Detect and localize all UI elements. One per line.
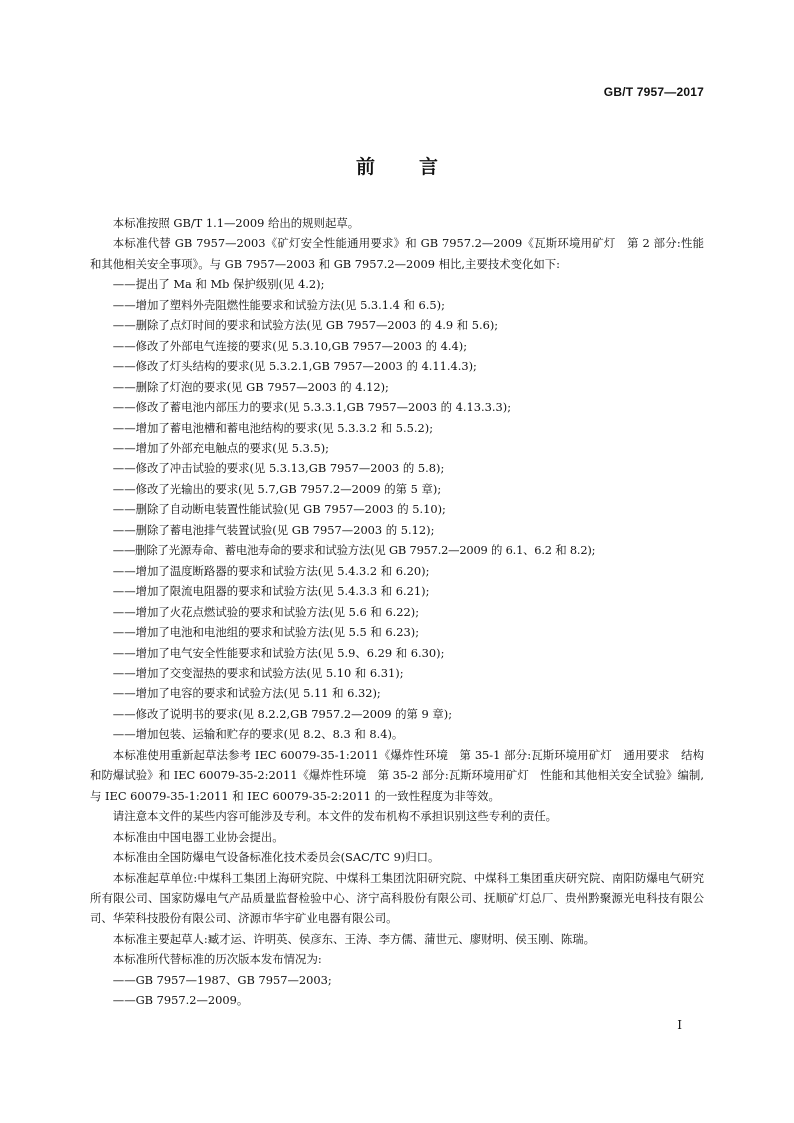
- list-item: ——增加了限流电阻器的要求和试验方法(见 5.4.3.3 和 6.21);: [112, 584, 430, 599]
- list-item: ——增加了温度断路器的要求和试验方法(见 5.4.3.2 和 6.20);: [112, 563, 430, 578]
- list-item: ——修改了灯头结构的要求(见 5.3.2.1,GB 7957—2003 的 4.11.4.3);: [112, 359, 477, 374]
- page-number: I: [677, 1018, 682, 1032]
- list-item: ——增加了火花点燃试验的要求和试验方法(见 5.6 和 6.22);: [112, 604, 420, 619]
- paragraph-proposed-by: 本标准由中国电器工业协会提出。: [112, 829, 284, 844]
- list-item: ——增加了交变湿热的要求和试验方法(见 5.10 和 6.31);: [112, 665, 404, 680]
- list-item: ——增加了蓄电池槽和蓄电池结构的要求(见 5.3.3.2 和 5.5.2);: [112, 420, 434, 435]
- list-item: ——修改了蓄电池内部压力的要求(见 5.3.3.1,GB 7957—2003 的 4.13.3.3);: [112, 400, 512, 415]
- standard-code: GB/T 7957—2017: [603, 85, 704, 99]
- list-item: ——修改了外部电气连接的要求(见 5.3.10,GB 7957—2003 的 4.4);: [112, 338, 468, 353]
- paragraph-history: 本标准所代替标准的历次版本发布情况为:: [112, 952, 322, 967]
- list-item: ——删除了光源寿命、蓄电池寿命的要求和试验方法(见 GB 7957.2—2009 的 6.1、6.2 和 8.2);: [112, 543, 596, 558]
- list-item: ——删除了自动断电装置性能试验(见 GB 7957—2003 的 5.10);: [112, 502, 446, 517]
- changes-list: [90, 274, 704, 744]
- list-item: ——GB 7957—1987、GB 7957—2003;: [112, 972, 332, 987]
- paragraph-patent: 请注意本文件的某些内容可能涉及专利。本文件的发布机构不承担识别这些专利的责任。: [112, 809, 558, 824]
- list-item: ——增加了电气安全性能要求和试验方法(见 5.9、6.29 和 6.30);: [112, 645, 445, 660]
- list-item: ——修改了说明书的要求(见 8.2.2,GB 7957.2—2009 的第 9 章);: [112, 706, 453, 721]
- list-item: ——修改了冲击试验的要求(见 5.3.13,GB 7957—2003 的 5.8);: [112, 461, 445, 476]
- list-item: ——增加了外部充电触点的要求(见 5.3.5);: [112, 440, 329, 455]
- list-item: ——增加了电池和电池组的要求和试验方法(见 5.5 和 6.23);: [112, 625, 420, 640]
- paragraph-scope: 本标准按照 GB/T 1.1—2009 给出的规则起草。: [112, 216, 360, 230]
- page-title: 前言: [355, 156, 482, 178]
- list-item: ——GB 7957.2—2009。: [112, 993, 249, 1008]
- paragraph-drafting-units: 本标准起草单位:中煤科工集团上海研究院、中煤科工集团沈阳研究院、中煤科工集团重庆研究院、南阳防爆电气研究所有限公司、国家防爆电气产品质量监督检验中心、济宁高科股份有限公司、抚顺矿灯总厂、贵州黔聚源光电科技有限公司、华荣科技股份有限公司、济源市华宇矿业电器有限公司。: [90, 870, 704, 926]
- document-body: [90, 213, 704, 1011]
- list-item: ——增加了塑料外壳阻燃性能要求和试验方法(见 5.3.1.4 和 6.5);: [112, 297, 445, 312]
- list-item: ——提出了 Ma 和 Mb 保护级别(见 4.2);: [112, 277, 325, 292]
- list-item: ——增加了电容的要求和试验方法(见 5.11 和 6.32);: [112, 686, 381, 701]
- paragraph-drafters: 本标准主要起草人:臧才运、许明英、侯彦东、王涛、李方儒、蒲世元、廖财明、侯玉刚、陈瑞。: [112, 931, 596, 946]
- list-item: ——修改了光输出的要求(见 5.7,GB 7957.2—2009 的第 5 章);: [112, 481, 442, 496]
- list-item: ——删除了灯泡的要求(见 GB 7957—2003 的 4.12);: [112, 379, 389, 394]
- list-item: ——增加包装、运输和贮存的要求(见 8.2、8.3 和 8.4)。: [112, 727, 404, 742]
- paragraph-replaces: 本标准代替 GB 7957—2003《矿灯安全性能通用要求》和 GB 7957.2—2009《瓦斯环境用矿灯 第 2 部分:性能和其他相关安全事项》。与 GB 7957—2003 和 GB 7957.2—2009 相比,主要技术变化如下:: [90, 236, 704, 271]
- paragraph-reference: 本标准使用重新起草法参考 IEC 60079-35-1:2011《爆炸性环境 第 35-1 部分:瓦斯环境用矿灯 通用要求 结构和防爆试验》和 IEC 60079-35-2:2011《爆炸性环境 第 35-2 部分:瓦斯环境用矿灯 性能和其他相关安全试验》编制,与 IEC 60079-35-1:2011 和 IEC 60079-35-2:2011 的一致性程度为非等效。: [90, 747, 704, 803]
- list-item: ——删除了点灯时间的要求和试验方法(见 GB 7957—2003 的 4.9 和 5.6);: [112, 318, 499, 333]
- list-item: ——删除了蓄电池排气装置试验(见 GB 7957—2003 的 5.12);: [112, 522, 435, 537]
- paragraph-administered-by: 本标准由全国防爆电气设备标准化技术委员会(SAC/TC 9)归口。: [112, 850, 440, 865]
